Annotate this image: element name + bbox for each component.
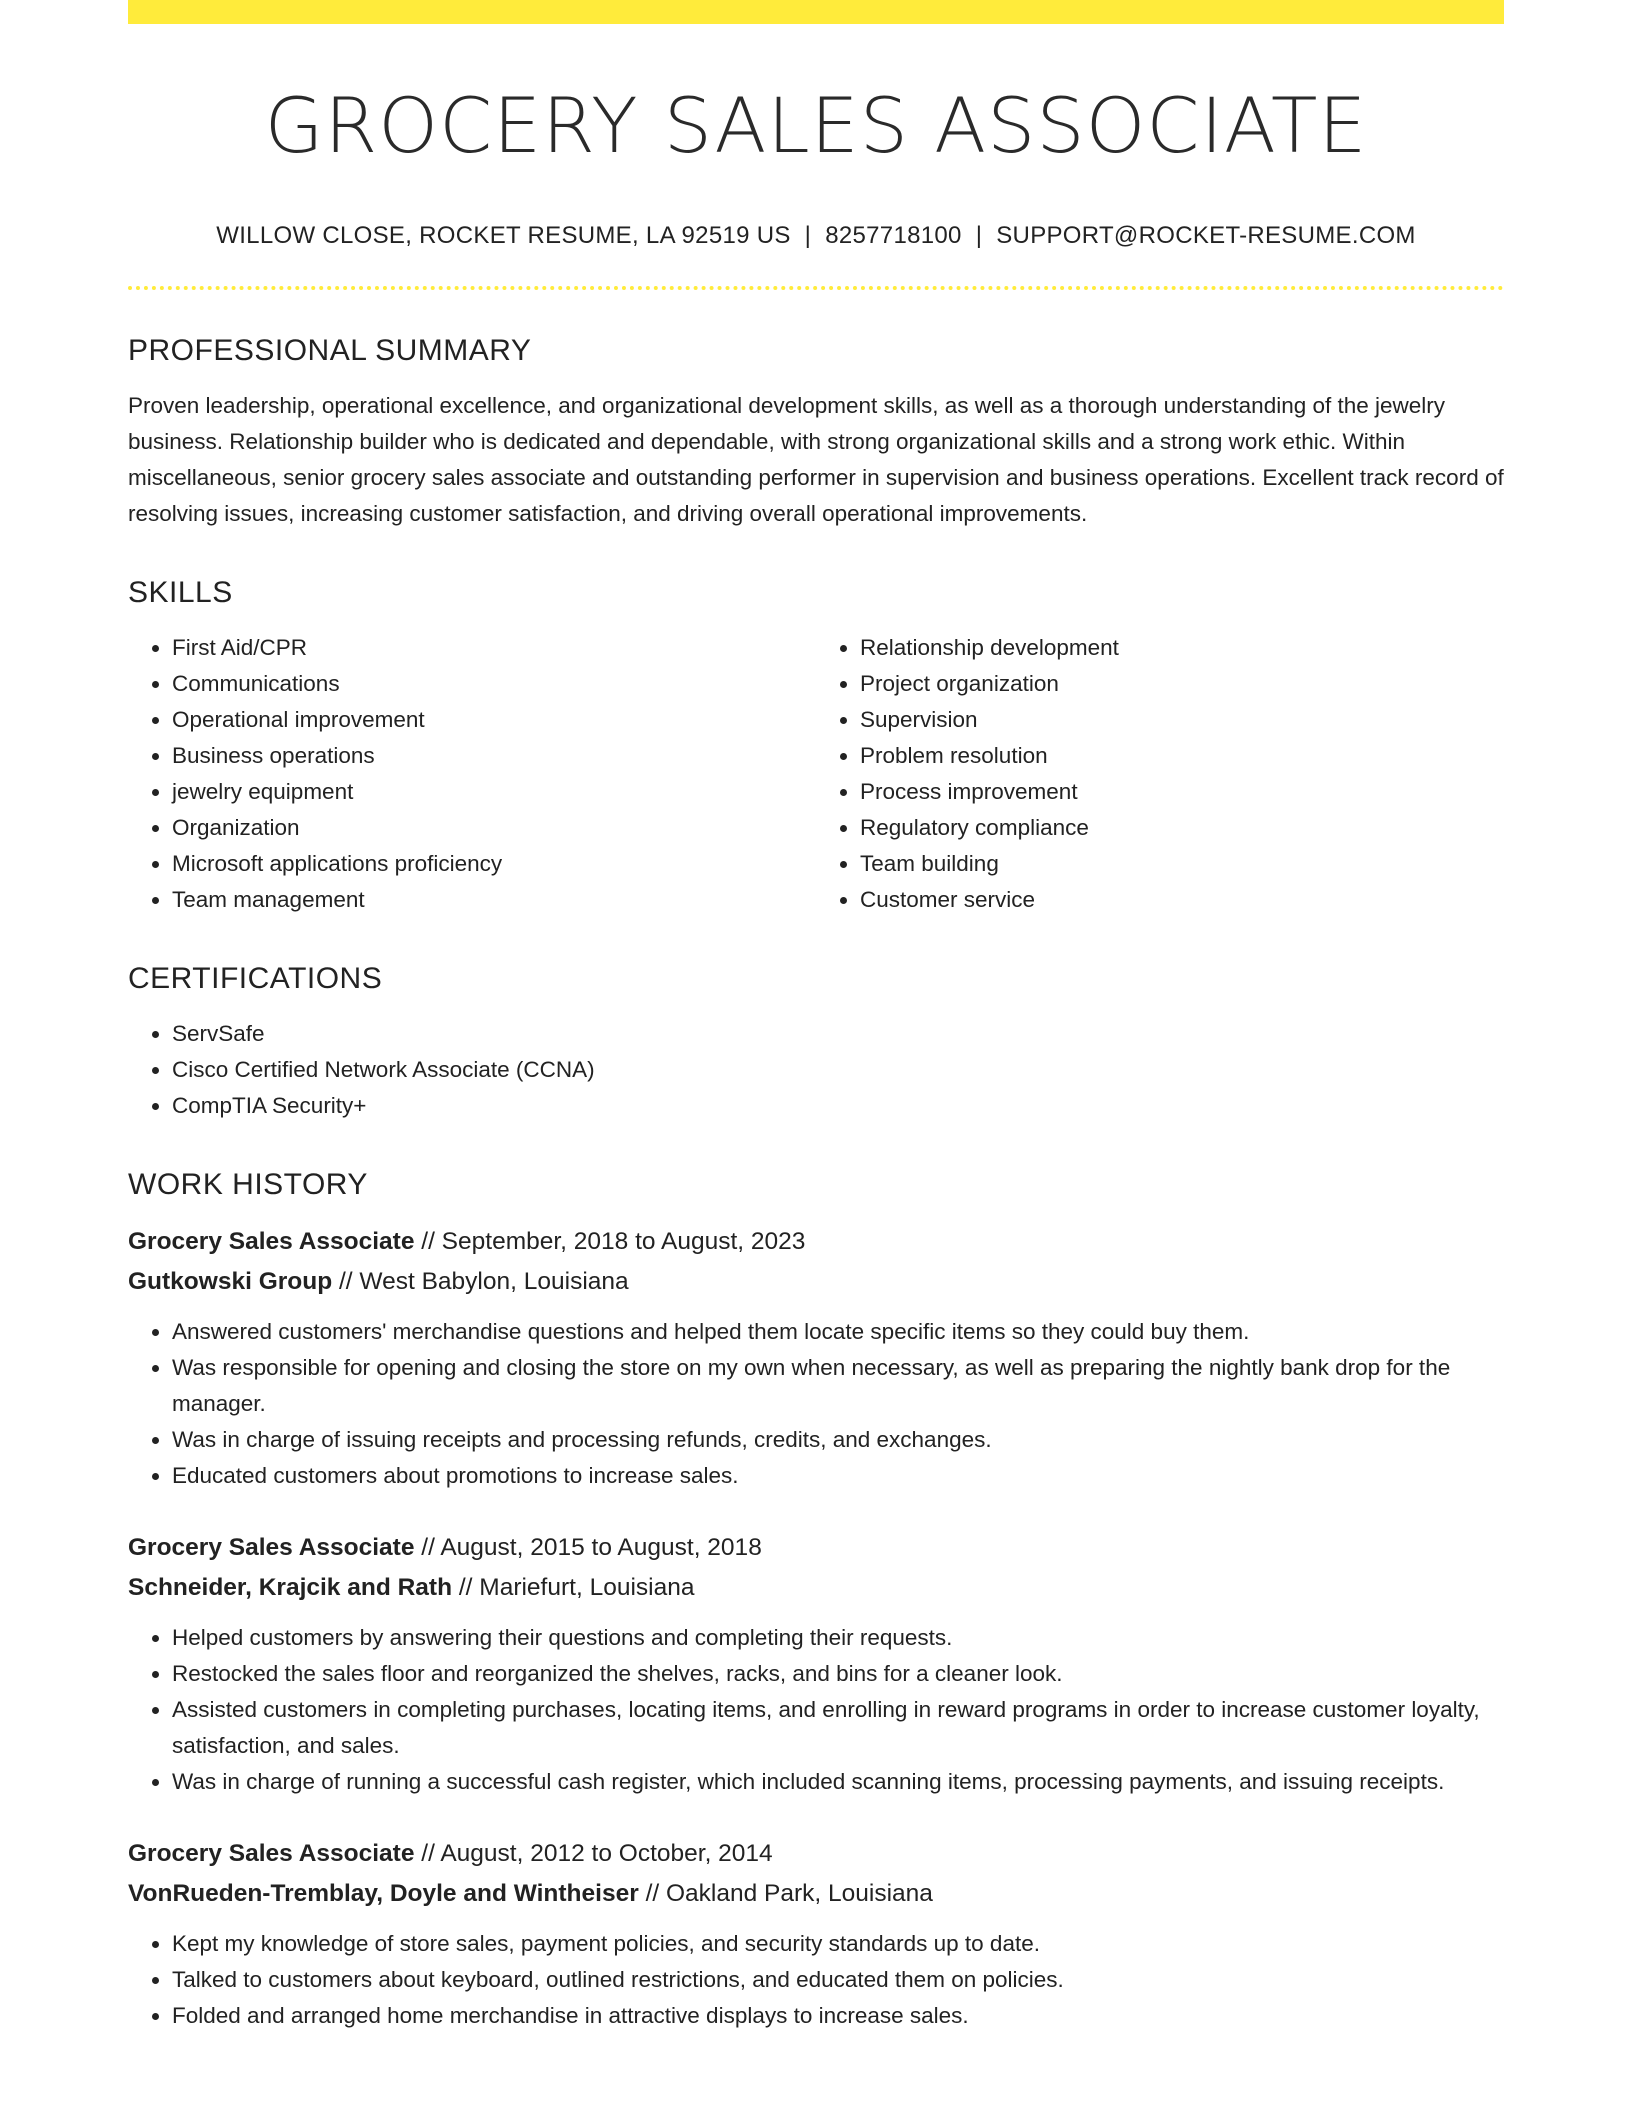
top-accent-bar xyxy=(128,0,1504,24)
job-duty: • Was responsible for opening and closing the store on my own when necessary, as well as preparing the nightly bank drop for the manager. xyxy=(172,1350,1504,1422)
job-duty: • Educated customers about promotions to increase sales. xyxy=(172,1458,1504,1494)
skill-item: • Team building xyxy=(860,846,1504,882)
job-title-line xyxy=(128,1834,1504,1874)
skills-list-left xyxy=(128,630,816,918)
job-duty: • Restocked the sales floor and reorganized the shelves, racks, and bins for a cleaner look. xyxy=(172,1656,1504,1692)
resume-title: GROCERY SALES ASSOCIATE xyxy=(264,81,1368,170)
job-duty: • Was in charge of running a successful cash register, which included scanning items, processing payments, and issuing receipts. xyxy=(172,1764,1504,1800)
skill-item: • Relationship development xyxy=(860,630,1504,666)
skill-item: • Supervision xyxy=(860,702,1504,738)
job-entry xyxy=(128,1834,1504,2034)
job-duty: • Answered customers' merchandise questions and helped them locate specific items so they could buy them. xyxy=(172,1314,1504,1350)
job-title-line xyxy=(128,1528,1504,1568)
job-duty: • Assisted customers in completing purchases, locating items, and enrolling in reward programs in order to increase customer loyalty, satisfaction, and sales. xyxy=(172,1692,1504,1764)
skill-item: • Operational improvement xyxy=(172,702,816,738)
skill-item: • Team management xyxy=(172,882,816,918)
contact-separator: | xyxy=(975,221,983,249)
job-location: // Oakland Park, Louisiana xyxy=(645,1879,933,1907)
job-duty: • Talked to customers about keyboard, outlined restrictions, and educated them on policies. xyxy=(172,1962,1504,1998)
contact-separator: | xyxy=(804,221,812,249)
certifications-list xyxy=(128,1016,1504,1124)
skill-item: • Business operations xyxy=(172,738,816,774)
skill-item: • Customer service xyxy=(860,882,1504,918)
job-title: Grocery Sales Associate xyxy=(128,1533,415,1561)
skill-item: • Process improvement xyxy=(860,774,1504,810)
skill-item: • jewelry equipment xyxy=(172,774,816,810)
certification-item: • CompTIA Security+ xyxy=(172,1088,1504,1124)
job-duty: • Helped customers by answering their questions and completing their requests. xyxy=(172,1620,1504,1656)
resume-page xyxy=(128,0,1504,2034)
job-title: Grocery Sales Associate xyxy=(128,1227,415,1255)
job-duty: • Was in charge of issuing receipts and processing refunds, credits, and exchanges. xyxy=(172,1422,1504,1458)
contact-line xyxy=(128,222,1504,250)
job-duty: • Kept my knowledge of store sales, payment policies, and security standards up to date. xyxy=(172,1926,1504,1962)
skills-list-right xyxy=(816,630,1504,918)
job-duty: • Folded and arranged home merchandise in attractive displays to increase sales. xyxy=(172,1998,1504,2034)
job-duties xyxy=(128,1314,1504,1494)
skill-item: • First Aid/CPR xyxy=(172,630,816,666)
job-entry xyxy=(128,1528,1504,1800)
job-dates: // August, 2012 to October, 2014 xyxy=(421,1839,773,1867)
header-divider xyxy=(128,286,1504,290)
certification-item: • Cisco Certified Network Associate (CCNA) xyxy=(172,1052,1504,1088)
skill-item: • Project organization xyxy=(860,666,1504,702)
contact-email: SUPPORT@ROCKET-RESUME.COM xyxy=(996,221,1416,249)
skills-heading: SKILLS xyxy=(128,575,233,609)
job-dates: // September, 2018 to August, 2023 xyxy=(421,1227,806,1255)
certification-item: • ServSafe xyxy=(172,1016,1504,1052)
certifications-heading: CERTIFICATIONS xyxy=(128,961,383,995)
job-company-line xyxy=(128,1568,1504,1608)
job-title: Grocery Sales Associate xyxy=(128,1839,415,1867)
summary-heading: PROFESSIONAL SUMMARY xyxy=(128,333,532,367)
skills-grid xyxy=(128,630,1504,918)
work-history-heading: WORK HISTORY xyxy=(128,1167,368,1201)
contact-address: WILLOW CLOSE, ROCKET RESUME, LA 92519 US xyxy=(216,221,791,249)
job-company-line xyxy=(128,1874,1504,1914)
skill-item: • Regulatory compliance xyxy=(860,810,1504,846)
job-dates: // August, 2015 to August, 2018 xyxy=(421,1533,762,1561)
job-location: // Mariefurt, Louisiana xyxy=(458,1573,695,1601)
summary-text: Proven leadership, operational excellence, and organizational development skills, as well as a thorough understanding of the jewelry business. Relationship builder who is dedicated and dependable, with strong organizational skills and a strong work ethic. Within miscellaneous, senior grocery sales associate and outstanding performer in supervision and business operations. Excellent track record of resolving issues, increasing customer satisfaction, and driving overall operational improvements. xyxy=(128,392,1504,526)
job-entry xyxy=(128,1222,1504,1494)
skill-item: • Microsoft applications proficiency xyxy=(172,846,816,882)
job-company: VonRueden-Tremblay, Doyle and Wintheiser xyxy=(128,1879,639,1907)
skill-item: • Organization xyxy=(172,810,816,846)
job-company: Gutkowski Group xyxy=(128,1267,333,1295)
job-company-line xyxy=(128,1262,1504,1302)
job-location: // West Babylon, Louisiana xyxy=(339,1267,629,1295)
job-company: Schneider, Krajcik and Rath xyxy=(128,1573,453,1601)
skill-item: • Communications xyxy=(172,666,816,702)
skill-item: • Problem resolution xyxy=(860,738,1504,774)
job-duties xyxy=(128,1620,1504,1800)
job-title-line xyxy=(128,1222,1504,1262)
job-duties xyxy=(128,1926,1504,2034)
contact-phone: 8257718100 xyxy=(825,221,962,249)
